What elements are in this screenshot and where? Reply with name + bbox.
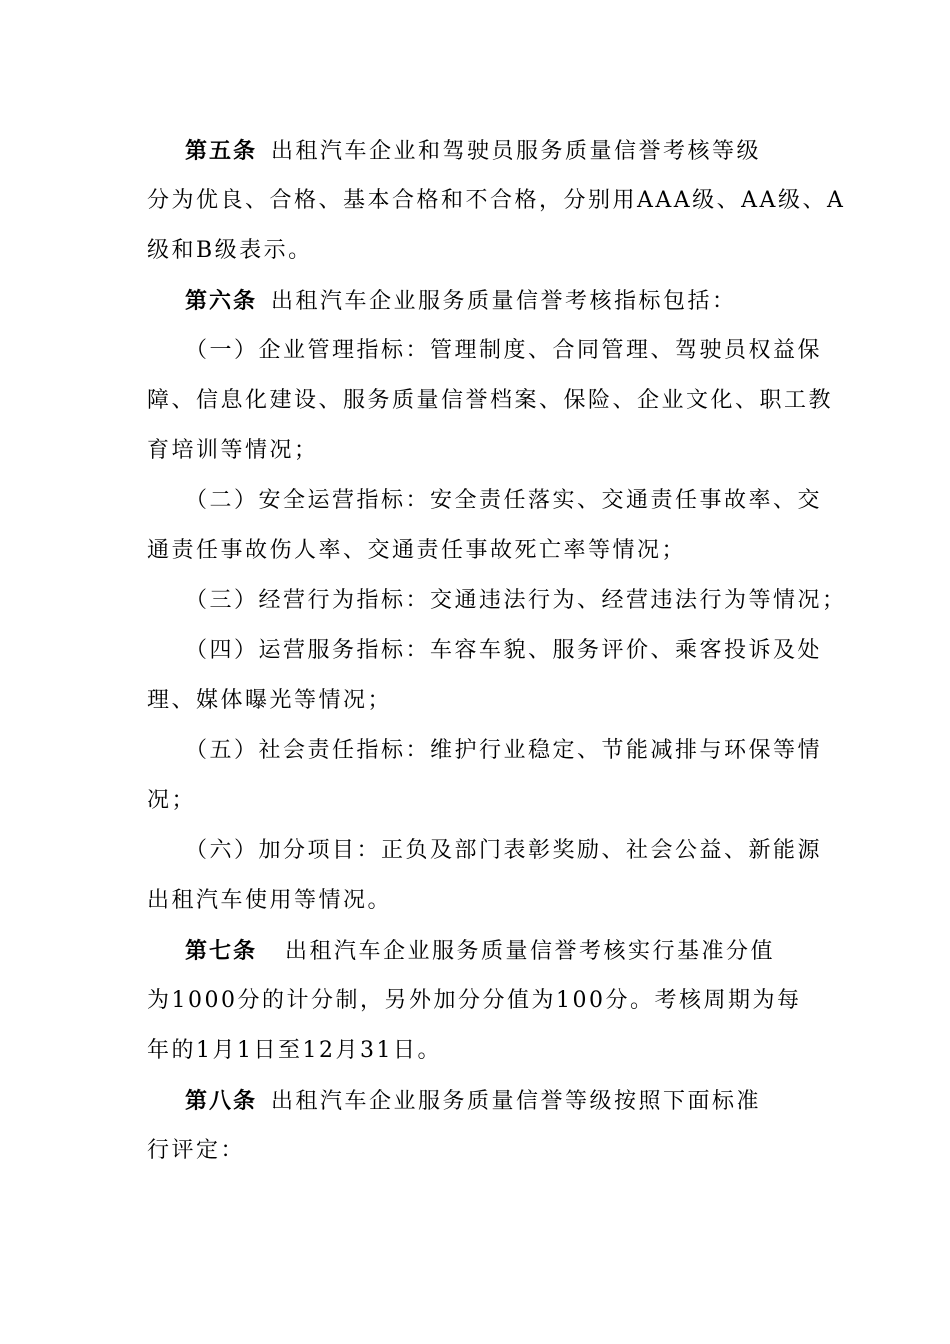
item-5-line-1: （五）社会责任指标：维护行业稳定、节能减排与环保等情 [185, 738, 823, 763]
article-5-label: 第五条 [185, 138, 258, 164]
article-5-text: 出租汽车企业和驾驶员服务质量信誉考核等级 [271, 139, 762, 164]
item-2-line-2: 通责任事故伤人率、交通责任事故死亡率等情况； [147, 538, 687, 563]
article-5-line-2: 分为优良、合格、基本合格和不合格，分别用AAA级、AA级、A [147, 188, 846, 213]
item-4-line-1: （四）运营服务指标：车容车貌、服务评价、乘客投诉及处 [185, 638, 823, 663]
article-7-label: 第七条 [185, 938, 258, 964]
item-5-line-2: 况； [147, 788, 197, 813]
article-8-label: 第八条 [185, 1088, 258, 1114]
item-1-line-3: 育培训等情况； [147, 438, 319, 463]
item-6-line-1: （六）加分项目：正负及部门表彰奖励、社会公益、新能源 [185, 838, 823, 863]
article-7-line-1 [185, 936, 775, 967]
article-7-line-2: 为1000分的计分制，另外加分分值为100分。考核周期为每 [147, 988, 802, 1013]
article-6-line-1 [185, 286, 737, 317]
item-1-line-2: 障、信息化建设、服务质量信誉档案、保险、企业文化、职工教 [147, 388, 834, 413]
item-6-line-2: 出租汽车使用等情况。 [147, 888, 393, 913]
article-8-line-1 [185, 1086, 761, 1117]
article-8-line-2: 行评定： [147, 1138, 246, 1163]
article-8-text: 出租汽车企业服务质量信誉等级按照下面标准 [271, 1089, 762, 1114]
article-5-line-1 [185, 136, 761, 167]
article-6-text: 出租汽车企业服务质量信誉考核指标包括： [271, 289, 737, 314]
article-6-label: 第六条 [185, 288, 258, 314]
article-7-text: 出租汽车企业服务质量信誉考核实行基准分值 [285, 939, 776, 964]
article-7-line-3: 年的1月1日至12月31日。 [147, 1038, 442, 1063]
item-2-line-1: （二）安全运营指标：安全责任落实、交通责任事故率、交 [185, 488, 823, 513]
item-4-line-2: 理、媒体曝光等情况； [147, 688, 393, 713]
item-1-line-1: （一）企业管理指标：管理制度、合同管理、驾驶员权益保 [185, 338, 823, 363]
article-5-line-3: 级和B级表示。 [147, 238, 313, 263]
item-3-line-1: （三）经营行为指标：交通违法行为、经营违法行为等情况； [185, 588, 847, 613]
